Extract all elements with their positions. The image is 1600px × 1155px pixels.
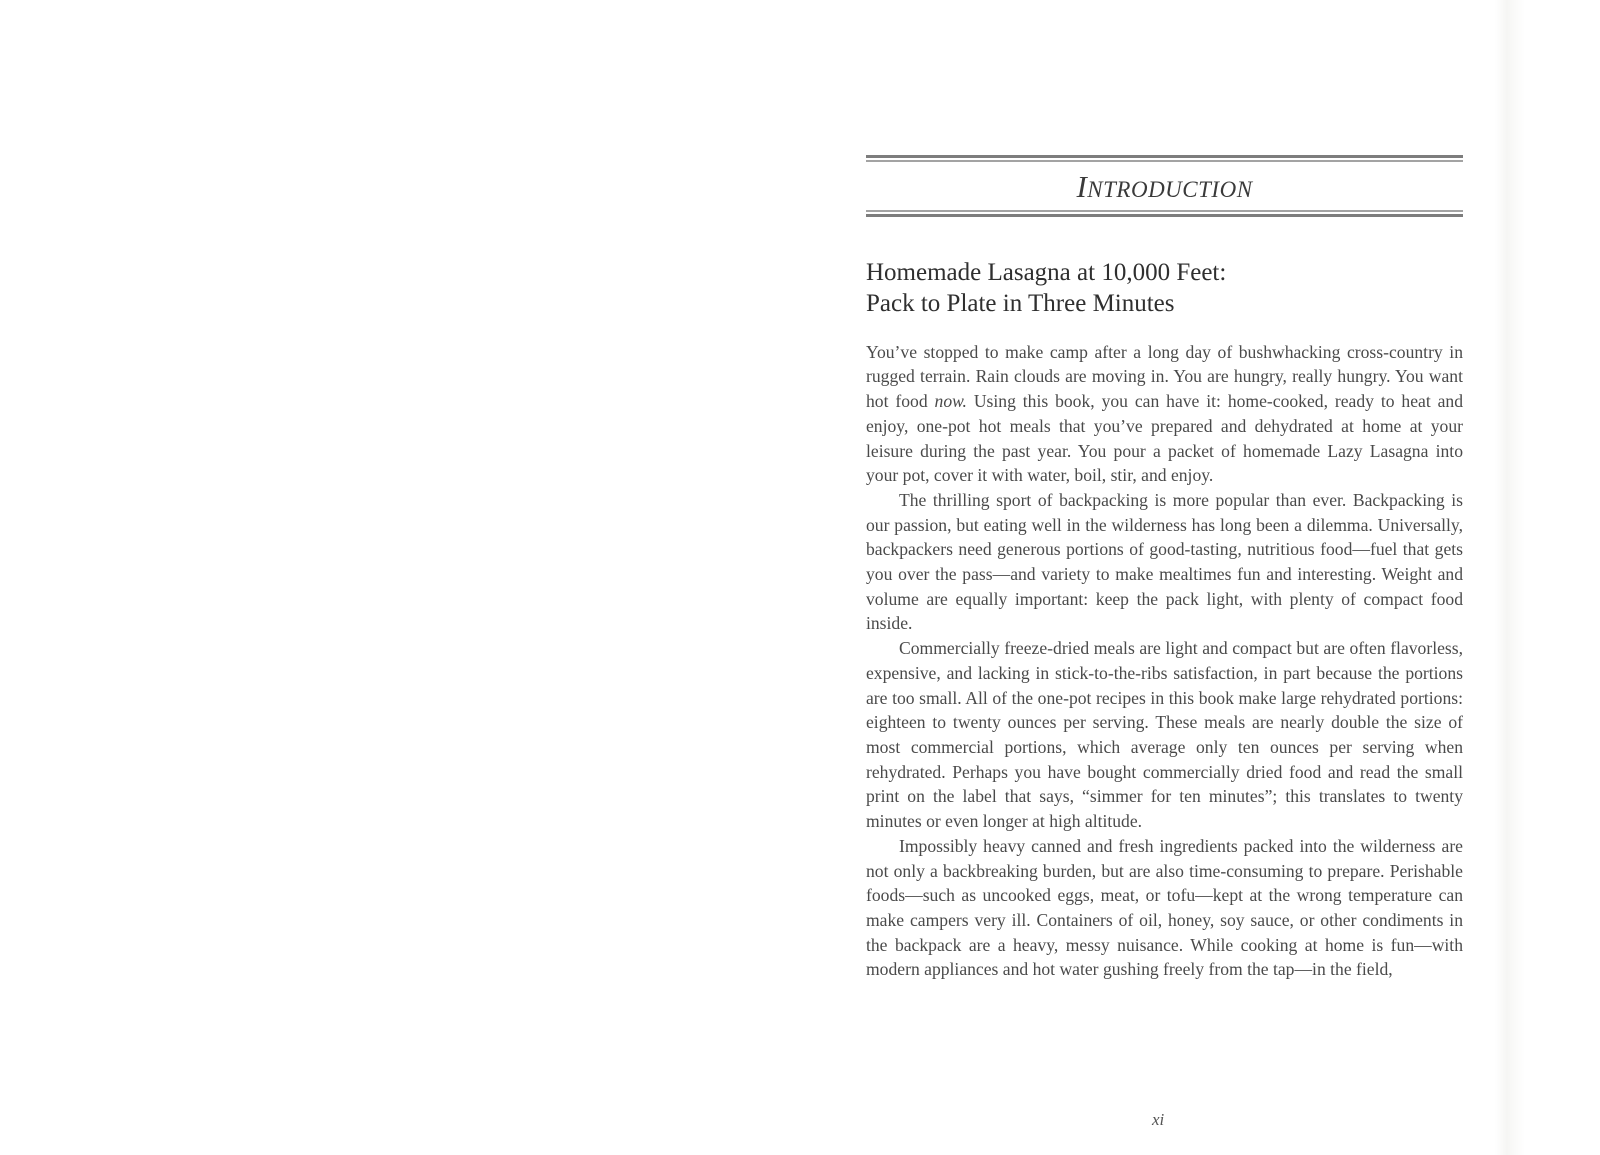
paragraph-1-emphasis: now. (934, 391, 967, 412)
section-heading (866, 257, 1463, 319)
page-number: xi (1152, 1110, 1165, 1129)
paragraph-3: Commercially freeze-dried meals are light and compact but are often flavorless, expensive, and lacking in stick-to-the-ribs satisfaction, in part because the portions are too small. All of the one-pot recipes in this book make large rehydrated portions: eighteen to twenty ounces per serving. These meals are nearly double the size of most commercial portions, which average only ten ounces per serving when rehydrated. Perhaps you have bought commercially dried food and read the small print on the label that says, “simmer for ten minutes”; this translates to twenty minutes or even longer at high altitude. (866, 638, 1463, 832)
chapter-title-initial: I (1076, 169, 1088, 204)
paragraph-1-text-a: You’ve stopped to make camp after a long day of bushwhacking cross-country in rugged terrain. Rain clouds are moving in. You are hungry, really hungry. You want hot food (866, 341, 1463, 412)
chapter-bottom-rule (866, 210, 1463, 217)
paragraph-1-text-b: Using this book, you can have it: home-cooked, ready to heat and enjoy, one-pot hot meals that you’ve prepared and dehydrated at home at your leisure during the past year. You pour a packet of homemade Lazy Lasagna into your pot, cover it with water, boil, stir, and enjoy. (866, 391, 1464, 486)
chapter-top-rule (866, 155, 1463, 162)
body-text (866, 340, 1463, 982)
paragraph-2: The thrilling sport of backpacking is more popular than ever. Backpacking is our passion, but eating well in the wilderness has long been a dilemma. Universally, backpackers need generous portions of good-tasting, nutritious food—fuel that gets you over the pass—and variety to make mealtimes fun and interesting. Weight and volume are equally important: keep the pack light, with plenty of compact food inside. (866, 489, 1463, 634)
chapter-title-rest: NTRODUCTION (1087, 177, 1253, 202)
chapter-title (866, 163, 1463, 210)
book-page (866, 155, 1463, 982)
book-gutter-shadow (1495, 0, 1525, 1155)
paragraph-4: Impossibly heavy canned and fresh ingredients packed into the wilderness are not only a backbreaking burden, but are also time-consuming to prepare. Perishable foods—such as uncooked eggs, meat, or tofu—kept at the wrong temperature can make campers very ill. Containers of oil, honey, soy sauce, or other condiments in the backpack are a heavy, messy nuisance. While cooking at home is fun—with modern appliances and hot water gushing freely from the tap—in the field, (866, 835, 1463, 980)
section-heading-line-2: Pack to Plate in Three Minutes (866, 290, 1175, 317)
paragraph-1 (866, 340, 1463, 488)
section-heading-line-1: Homemade Lasagna at 10,000 Feet: (866, 259, 1227, 286)
